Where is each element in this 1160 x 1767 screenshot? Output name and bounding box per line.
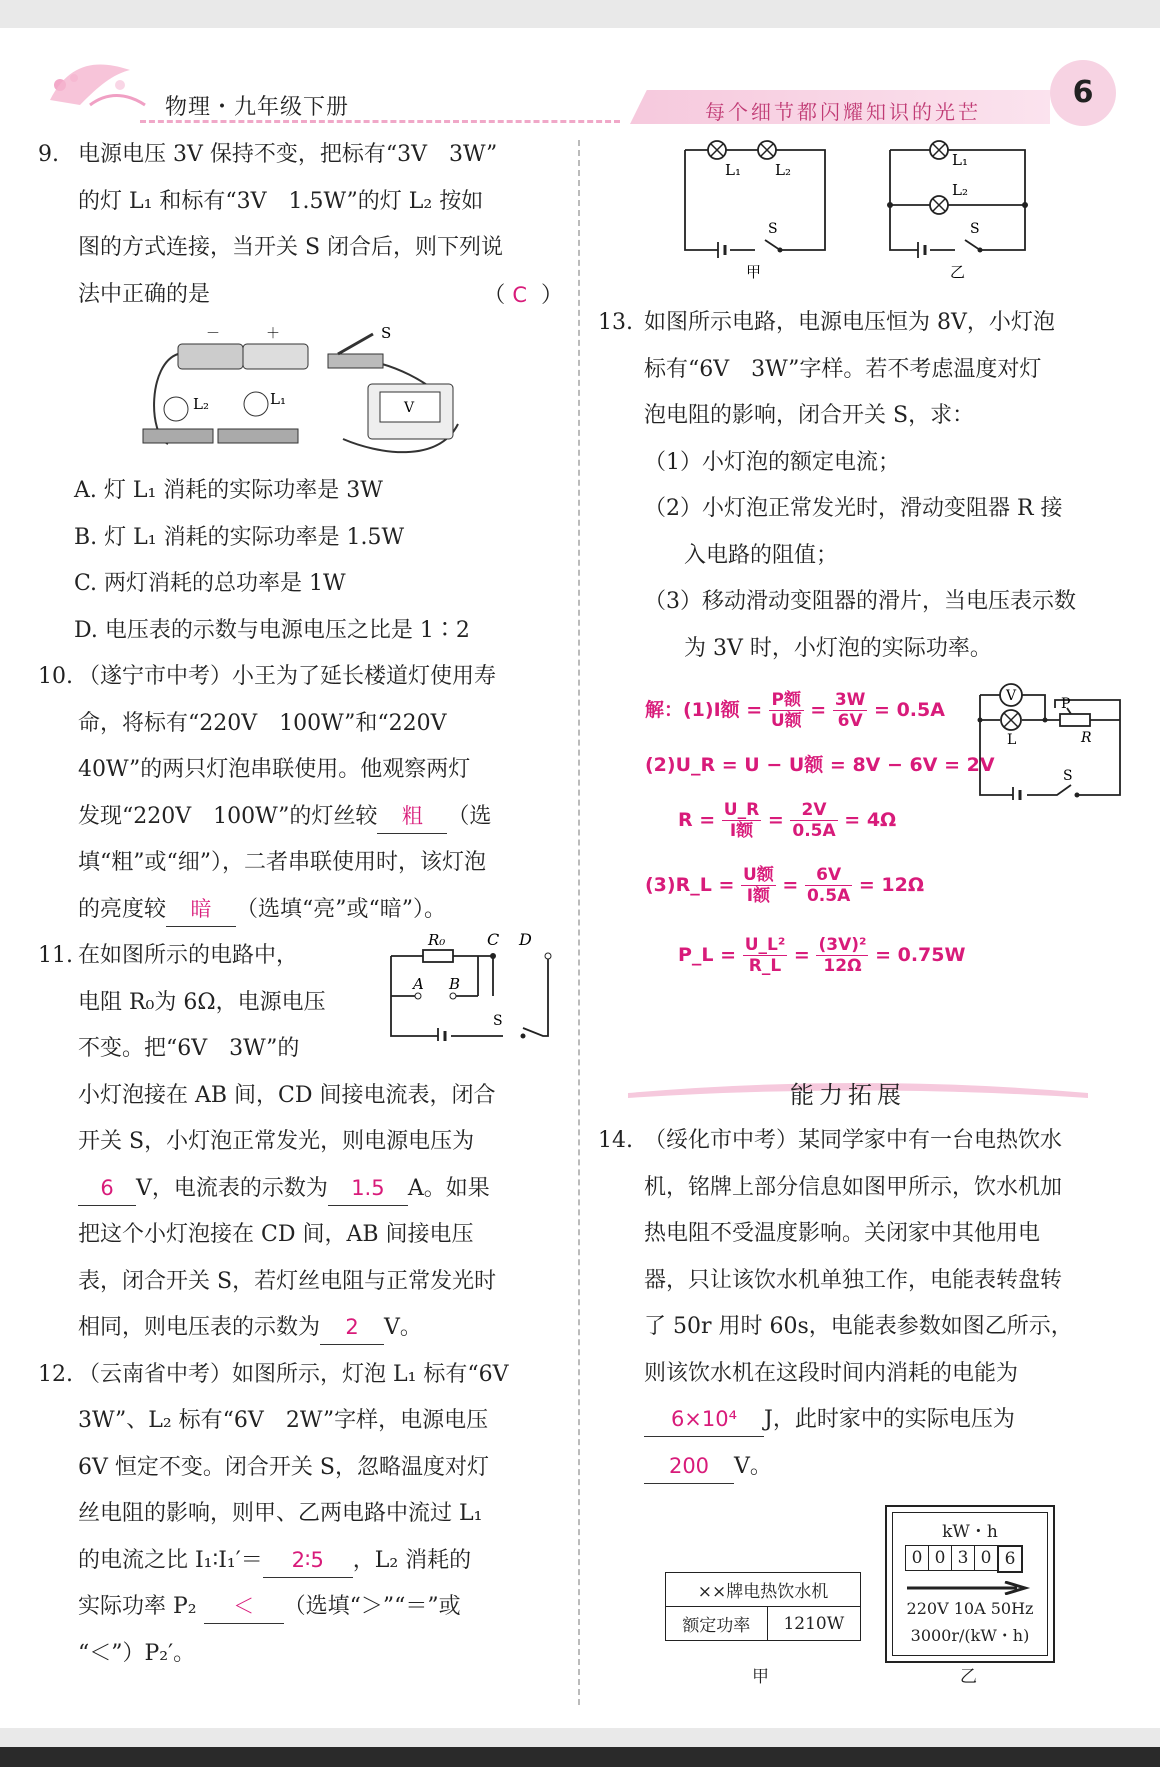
q10-line: （选 [447,803,492,829]
solution-text: = 0.5A [874,699,945,721]
solution-text: P_L = [678,944,737,966]
answer-blank: 1.5 [328,1171,408,1206]
solution-text: 解：(1)I额 = [645,699,763,721]
solution-text: (2)U_R = U − U额 = 8V − 6V = 2V [645,754,995,776]
q10-line: （遂宁市中考）小王为了延长楼道灯使用寿 [78,664,497,689]
question-number: 14. [598,1128,633,1153]
q12-line: 实际功率 P₂ [78,1594,197,1619]
q14-line: 则该饮水机在这段时间内消耗的电能为 [644,1360,1019,1386]
answer-choice: C [512,282,527,307]
question-number: 11. [38,943,73,968]
fig-label: L₁ [952,151,968,169]
nameplate-value: 1210W [767,1607,860,1641]
right-column [598,300,1118,672]
question-11 [38,933,563,1352]
question-12 [38,1352,563,1678]
slogan: 每个细节都闪耀知识的光芒 [705,100,981,124]
question-number: 12. [38,1361,73,1387]
q11-line: 开关 S，小灯泡正常发光，则电源电压为 [78,1129,475,1154]
meter-spec: 220V 10A 50Hz [906,1599,1034,1618]
question-10 [38,654,563,933]
q14-line: 了 50r 用时 60s，电能表参数如图乙所示， [644,1314,1073,1339]
fig-label: R [1081,730,1092,746]
question-9 [38,132,563,654]
arrow-icon [905,1581,1035,1595]
fraction: $\frac{2V}{0.5A}$ [792,800,836,841]
option-c: C. 两灯消耗的总功率是 1W [74,571,346,596]
fig-label: S [768,221,778,237]
q12-line: 3W”、L₂ 标有“6V 2W”字样，电源电压 [78,1408,489,1433]
meter-unit: kW・h [942,1522,998,1542]
question-13 [598,300,1118,672]
q14-line: 器，只让该饮水机单独工作，电能表转盘转 [644,1267,1063,1293]
answer-blank: 6 [78,1171,136,1206]
solution-text: (3)R_L = [645,874,735,896]
q9-line: 图的方式连接，当开关 S 闭合后，则下列说 [78,235,504,260]
fig-label: 乙 [950,263,966,280]
fig-label: S [493,1013,503,1029]
q11-line: 表，闭合开关 S，若灯丝电阻与正常发光时 [78,1268,497,1294]
column-divider [578,140,580,1705]
q10-line: （选填“亮”或“暗”）。 [236,896,447,922]
section-title: 能力拓展 [790,1081,906,1109]
bottom-bar [0,1747,1160,1767]
fig-label: S [381,324,392,342]
q11-line: 相同，则电压表的示数为 [78,1315,321,1340]
answer-blank: 2 [320,1310,384,1345]
fig-label: L₁ [270,390,286,408]
fig-label: V [404,400,415,416]
q13-line: 标有“6V 3W”字样。若不考虑温度对灯 [644,356,1042,382]
q13-line: 如图所示电路，电源电压恒为 8V，小灯泡 [644,310,1055,335]
question-number: 10. [38,664,73,689]
meter-digit: 0 [928,1545,952,1571]
solution-text: = 4Ω [844,809,897,831]
solution-text: = 0.75W [875,944,966,966]
meter-digit: 0 [905,1545,929,1571]
q11-line: 不变。把“6V 3W”的 [78,1036,300,1061]
q11-line: A。如果 [407,1175,490,1201]
nameplate-title: ××牌电热饮水机 [666,1573,861,1607]
q11-line: V。 [384,1315,422,1340]
book-title: 物理・九年级下册 [165,95,350,120]
answer-blank: ＜ [204,1589,284,1624]
circuit-diagram-q13 [975,680,1125,800]
q12-line: “＜”）P₂′。 [78,1640,196,1666]
fig-label: A [413,975,424,993]
q14-line: 机，铭牌上部分信息如图甲所示，饮水机加 [644,1174,1063,1200]
question-number: 13. [598,310,633,335]
q14-line: （绥化市中考）某同学家中有一台电热饮水 [644,1128,1063,1153]
fig-label: L [1007,732,1017,748]
page-number: 6 [1050,60,1116,126]
option-a: A. 灯 L₁ 消耗的实际功率是 3W [74,478,383,503]
answer-blank: 6×10⁴ [644,1402,764,1437]
fraction: $\frac{\text{U额}}{\text{I额}}$ [742,865,774,906]
q10-line: 的亮度较 [78,896,167,922]
answer-blank: 粗 [377,799,447,834]
header-divider [140,120,620,123]
q11-line: 在如图所示的电路中， [78,943,299,968]
fig-label: L₂ [193,395,209,413]
fraction: $\frac{\text{(3V)²}}{12\Omega}$ [818,935,867,976]
meter-digit: 0 [974,1545,998,1571]
fig-label: L₁ [725,161,741,179]
circuit-diagram-r0 [383,931,563,1041]
fig-label: － [206,326,220,342]
fig-label: P [1061,696,1071,712]
fraction: $\frac{\text{U\_L²}}{R\_L}$ [744,935,786,976]
answer-blank: 2∶5 [263,1543,353,1578]
q14-line: V。 [734,1453,772,1479]
fraction: $\frac{6V}{0.5A}$ [806,865,851,906]
question-14 [598,1118,1118,1490]
q11-line: 把这个小灯泡接在 CD 间，AB 间接电压 [78,1222,474,1247]
q12-line: 6V 恒定不变。闭合开关 S，忽略温度对灯 [78,1454,489,1480]
fig-label: S [970,221,980,237]
q12-line: （选填“＞”“＝”或 [283,1594,461,1619]
q11-line: V，电流表的示数为 [136,1175,328,1201]
q10-line: 发现“220V 100W”的灯丝较 [78,803,378,829]
q12-line: ，L₂ 消耗的 [352,1547,472,1573]
q9-line: 的灯 L₁ 和标有“3V 1.5W”的灯 L₂ 按如 [78,188,484,214]
q9-line: 电源电压 3V 保持不变，把标有“3V 3W” [78,142,498,167]
meter-digit: 3 [951,1545,975,1571]
meter-spec: 3000r/(kW・h) [910,1626,1030,1645]
q12-line: 的电流之比 I₁∶I₁′＝ [78,1547,263,1573]
nameplate-table [665,1572,861,1641]
fig-label: ＋ [266,326,280,342]
flower-ornament-icon [40,50,150,120]
figure-caption: 乙 [960,1667,977,1687]
q14-line: J，此时家中的实际电压为 [764,1407,1015,1432]
option-d: D. 电压表的示数与电源电压之比是 1∶2 [74,617,470,643]
q12-line: 丝电阻的影响，则甲、乙两电路中流过 L₁ [78,1501,483,1526]
q12-line: （云南省中考）如图所示，灯泡 L₁ 标有“6V [78,1361,509,1387]
q10-line: 40W”的两只灯泡串联使用。他观察两灯 [78,757,471,782]
q9-line: 法中正确的是 [78,281,211,307]
meter-digit: 6 [997,1545,1023,1573]
fig-label: B [449,975,461,993]
answer-blank: 200 [644,1449,734,1484]
option-b: B. 灯 L₁ 消耗的实际功率是 1.5W [74,524,405,550]
answer-paren: （ C ） [483,282,563,308]
q13-line: 泡电阻的影响，闭合开关 S，求： [644,403,975,428]
fig-label: V [1006,688,1017,704]
solution-text: = 12Ω [858,874,925,896]
answer-blank: 暗 [166,892,236,927]
energy-meter [885,1505,1055,1663]
q14-line: 热电阻不受温度影响。关闭家中其他用电 [644,1221,1041,1246]
nameplate-label: 额定功率 [666,1607,768,1641]
fig-label: L₂ [775,161,791,179]
question-number: 9. [38,142,59,167]
fig-label: R₀ [428,931,446,949]
meter-digits [905,1545,1022,1573]
q13-sub-3: （3）移动滑动变阻器的滑片，当电压表示数 [644,589,1076,614]
q13-sub-2: （2）小灯泡正常发光时，滑动变阻器 R 接 [644,496,1063,521]
q13-sub-1: （1）小灯泡的额定电流； [644,449,900,475]
fraction: $\frac{\text{P额}}{\text{U额}}$ [770,690,802,731]
fraction: $\frac{U\_R}{\text{I额}}$ [723,800,760,841]
fig-label: D [519,931,532,949]
fig-label: C [487,931,500,949]
q10-line: 命，将标有“220V 100W”和“220V [78,710,447,736]
q13-sub-3b: 为 3V 时，小灯泡的实际功率。 [684,635,992,661]
q11-line: 电阻 R₀为 6Ω，电源电压 [78,989,326,1015]
q13-sub-2b: 入电路的阻值； [684,542,839,568]
circuit-photo-figure [138,324,578,464]
q11-line: 小灯泡接在 AB 间，CD 间接电流表，闭合 [78,1082,496,1108]
fig-label: 甲 [746,263,762,280]
left-column [38,132,563,1677]
fig-label: L₂ [952,181,968,199]
solution-text: R = [678,809,716,831]
circuit-diagram-jia-yi [680,130,1030,280]
figure-caption: 甲 [752,1667,769,1687]
fraction: $\frac{3W}{6V}$ [834,690,866,731]
fig-label: S [1063,768,1073,784]
q10-line: 填“粗”或“细”），二者串联使用时，该灯泡 [78,850,486,875]
